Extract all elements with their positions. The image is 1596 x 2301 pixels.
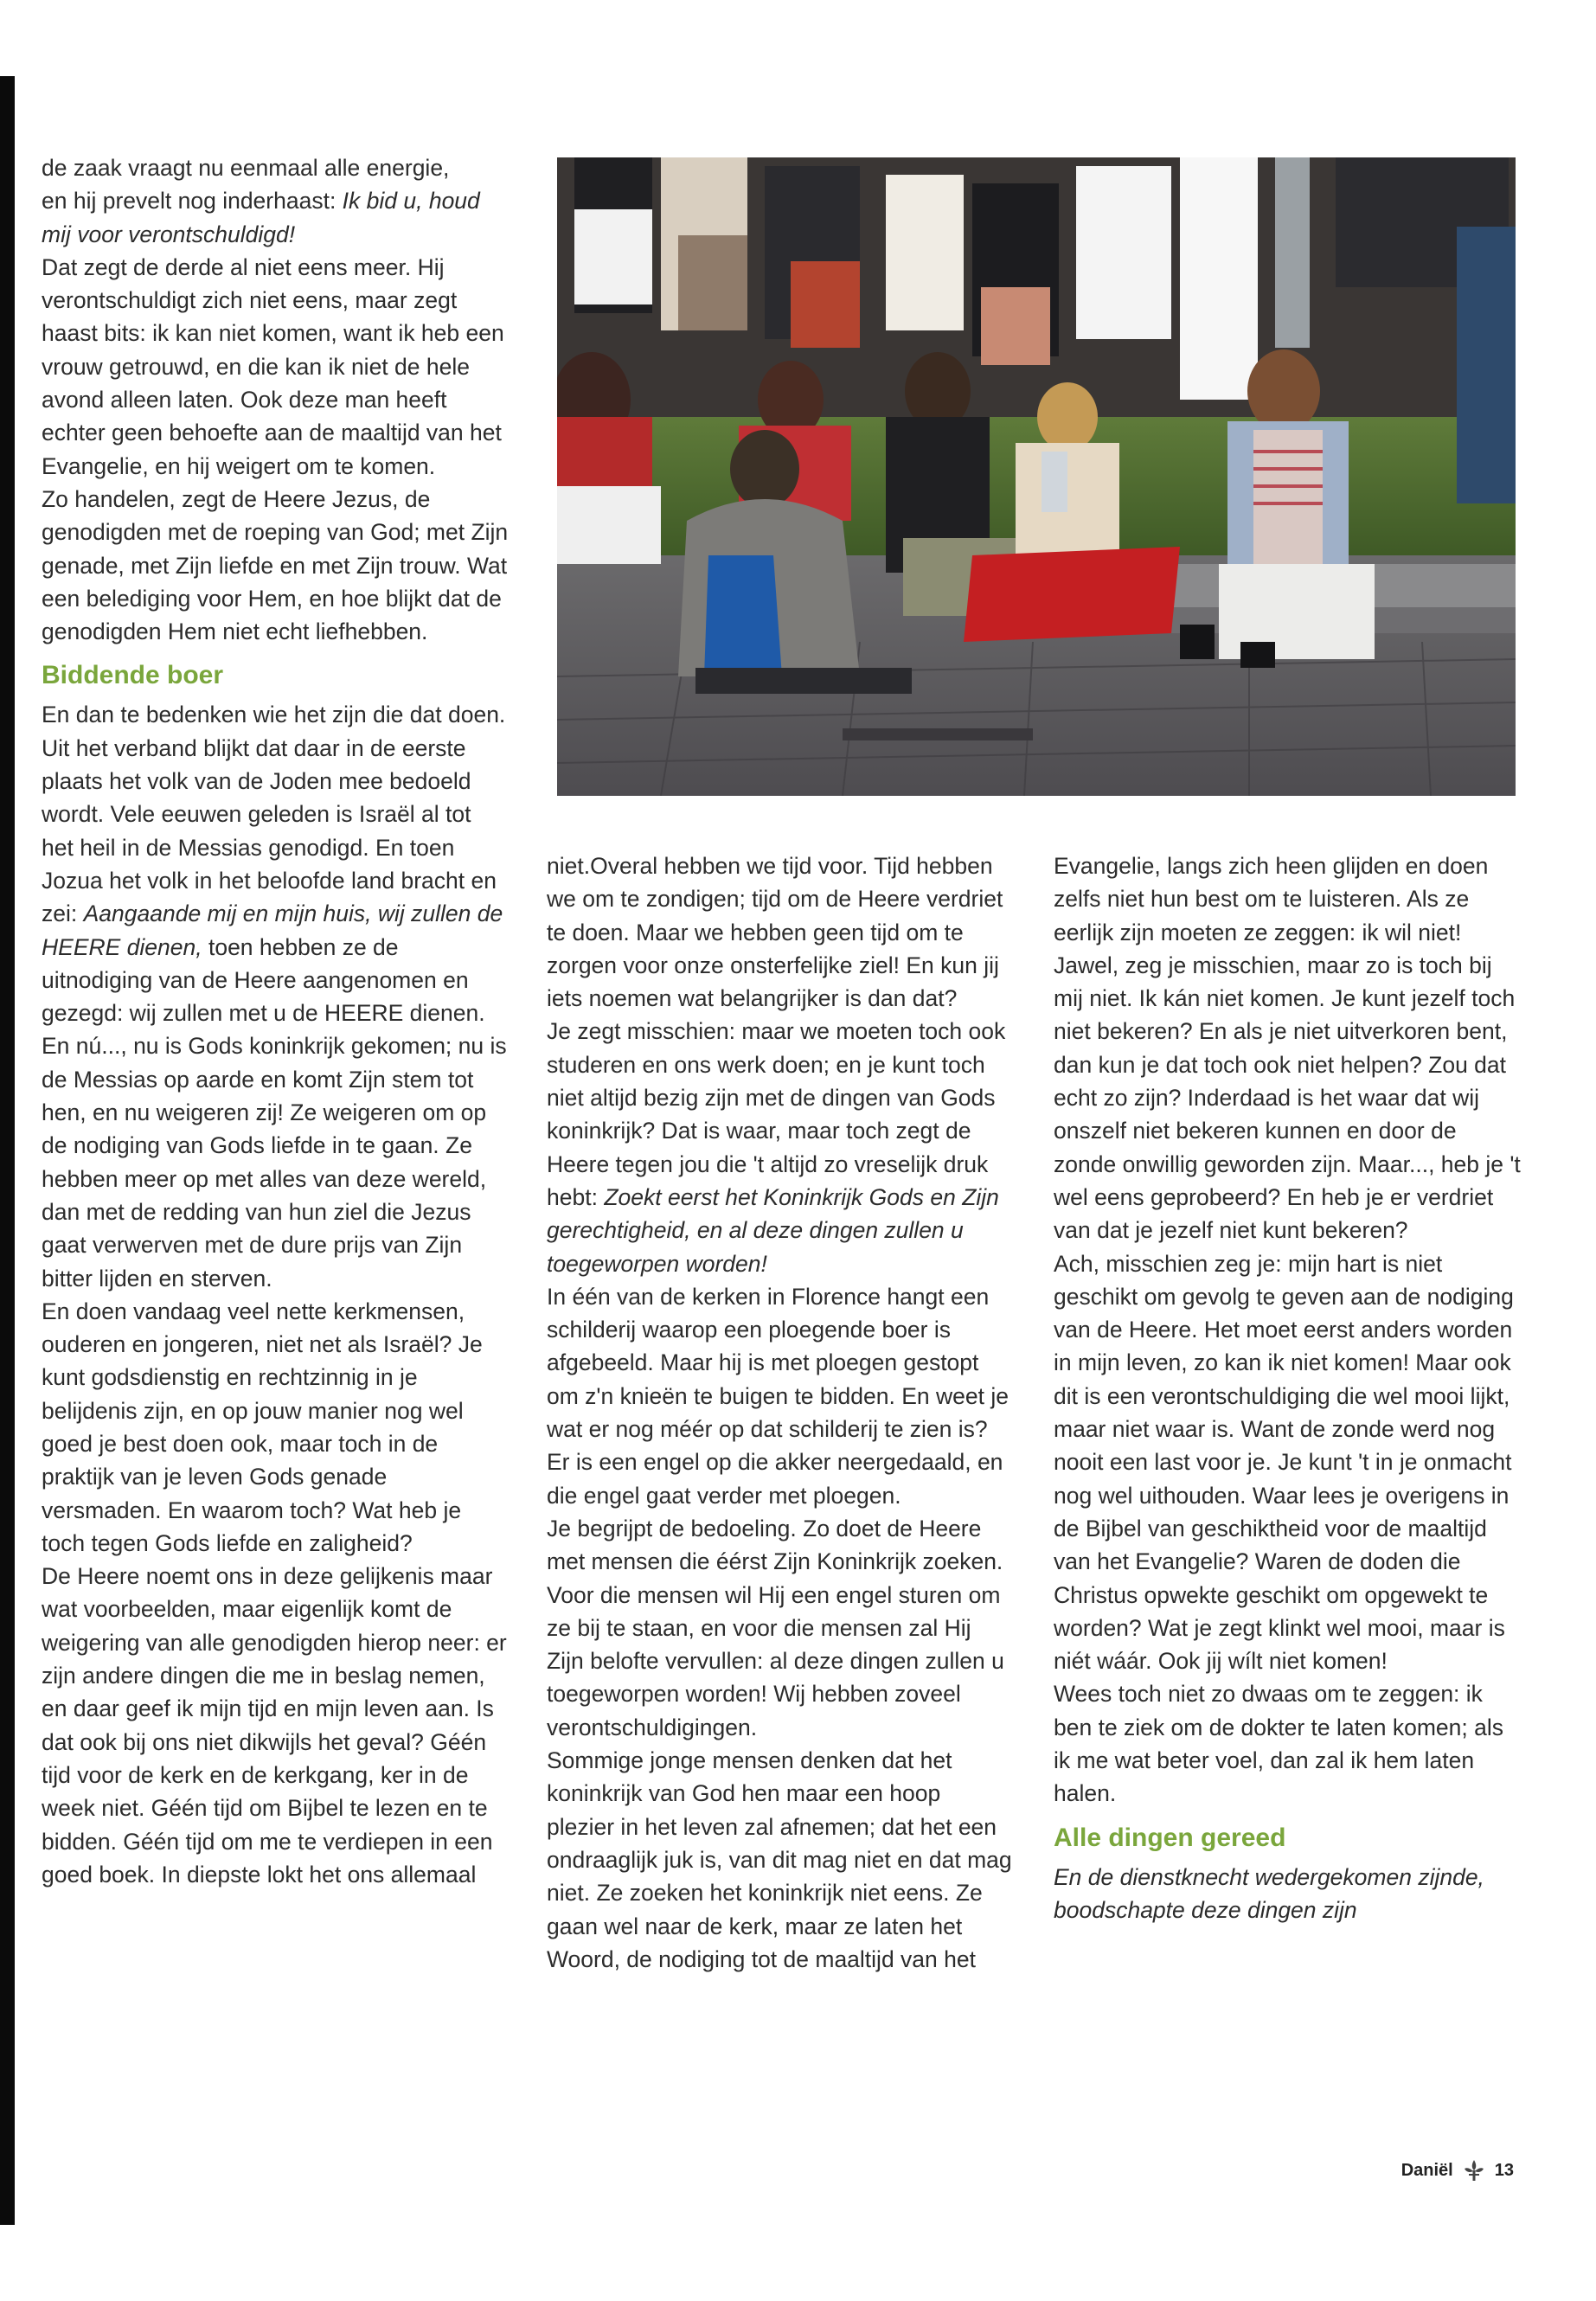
column-2 — [547, 849, 1014, 1976]
group-photo — [557, 157, 1516, 796]
paragraph: Je zegt misschien: maar we moeten toch ook studeren en ons werk doen; en je kunt toch niet altijd bezig zijn met de dingen van Gods koninkrijk? Dat is waar, maar toch zegt de Heere tegen jou die 't altijd zo vreselijk druk hebt: Zoekt eerst het Koninkrijk Gods en Zijn gerechtigheid, en al deze dingen zullen u toegeworpen worden! — [547, 1018, 1006, 1277]
section-heading: Biddende boer — [42, 661, 224, 690]
paragraph: Je begrijpt de bedoeling. Zo doet de Heere met mensen die éérst Zijn Koninkrijk zoeken. Voor die mensen wil Hij een engel sturen om ze bij te staan, en voor die mensen zal Hij Zijn belofte vervullen: al deze dingen zullen u toegeworpen worden! Wij hebben zoveel verontschuldigingen. — [547, 1515, 1004, 1740]
paragraph: In één van de kerken in Florence hangt een schilderij waarop een ploegende boer is afgebeeld. Maar hij is met ploegen gestopt om z'n knieën te buigen te bidden. En weet je wat er nog méér op dat schilderij te zien is? Er is een engel op die akker neergedaald, en die engel gaat verder met ploegen. — [547, 1283, 1009, 1509]
column-3 — [1054, 849, 1521, 1926]
paragraph: De Heere noemt ons in deze gelijkenis maar wat voorbeelden, maar eigenlijk komt de weigering van alle genodigden hierop neer: er zijn andere dingen die me in beslag nemen, en daar geef ik mijn tijd en mijn leven aan. Is dat ook bij ons niet dikwijls het geval? Géén tijd voor de kerk en de kerkgang, ker in de week niet. Géén tijd om Bijbel te lezen en te bidden. Géén tijd om me te verdiepen in een goed boek. In diepste lokt het ons allemaal — [42, 1563, 507, 1888]
page-footer — [1401, 2158, 1514, 2182]
paragraph: En de dienstknecht wedergekomen zijnde, boodschapte deze dingen zijn — [1054, 1863, 1484, 1923]
paragraph: Zo handelen, zegt de Heere Jezus, de genodigden met de roeping van God; met Zijn genade, met Zijn liefde en met Zijn trouw. Wat een belediging voor Hem, en hoe blijkt dat de genodigden Hem niet echt liefhebben. — [42, 485, 509, 645]
paragraph: En dan te bedenken wie het zijn die dat doen. Uit het verband blijkt dat daar in de eerste plaats het volk van de Joden mee bedoeld wordt. Vele eeuwen geleden is Israël al tot het heil in de Messias genodigd. En toen Jozua het volk in het beloofde land bracht en zei: Aangaande mij en mijn huis, wij zullen de HEERE dienen, toen hebben ze de uitnodiging van de Heere aangenomen en gezegd: wij zullen met u de HEERE dienen. En nú..., nu is Gods koninkrijk gekomen; nu is de Messias op aarde en komt Zijn stem tot hen, en nu weigeren zij! Ze weigeren om op de nodiging van Gods liefde in te gaan. Ze hebben meer op met alles van deze wereld, dan met de redding van hun ziel die Jezus gaat verwerven met de dure prijs van Zijn bitter lijden en sterven. — [42, 702, 507, 1292]
paragraph: En doen vandaag veel nette kerkmensen, ouderen en jongeren, niet net als Israël? Je kunt godsdienstig en rechtzinnig in je belijdenis zijn, en op jouw manier nog wel goed je best doen ook, maar toch in de praktijk van je leven Gods genade versmaden. En waarom toch? Wat heb je toch tegen Gods liefde en zaligheid? — [42, 1298, 483, 1556]
paragraph: Ach, misschien zeg je: mijn hart is niet geschikt om gevolg te geven aan de nodiging van de Heere. Het moet eerst anders worden in mijn leven, zo kan ik niet komen! Maar ook dit is een verontschuldiging die wel mooi lijkt, maar niet waar is. Want de zonde werd nog nooit een last voor je. Je kunt 't in je onmacht nog wel uithouden. Waar lees je overigens in de Bijbel van geschiktheid voor de maaltijd van het Evangelie? Waren de doden die Christus opwekte geschikt om opgewekt te worden? Wat je zegt klinkt wel mooi, maar is niét wáár. Ook jij wílt niet komen! — [1054, 1250, 1514, 1675]
paragraph: Wees toch niet zo dwaas om te zeggen: ik ben te ziek om de dokter te laten komen; als ik me wat beter voel, dan zal ik hem laten halen. — [1054, 1681, 1503, 1807]
paragraph: Dat zegt de derde al niet eens meer. Hij verontschuldigt zich niet eens, maar zegt haast bits: ik kan niet komen, want ik heb een vrouw getrouwd, en die kan ik niet de hele avond alleen laten. Ook deze man heeft echter geen behoefte aan de maaltijd van het Evangelie, en hij weigert om te komen. — [42, 253, 504, 479]
page-bottom-margin — [0, 2225, 1596, 2301]
paragraph: niet.Overal hebben we tijd voor. Tijd hebben we om te zondigen; tijd om de Heere verdriet te doen. Maar we hebben geen tijd om te zorgen voor onze onsterfelijke ziel! En kun jij iets noemen wat belangrijker is dan dat? — [547, 853, 1003, 1012]
column-1 — [42, 151, 509, 1891]
page-number: 13 — [1494, 2160, 1514, 2180]
photo-illustration — [557, 157, 1516, 796]
paragraph: Jawel, zeg je misschien, maar zo is toch bij mij niet. Ik kán niet komen. Je kunt jezelf toch niet bekeren? En als je niet uitverkoren bent, dan kun je dat toch ook niet helpen? Zou dat echt zo zijn? Inderdaad is het waar dat wij onszelf niet bekeren kunnen en door de zonde onwillig geworden zijn. Maar..., heb je 't wel eens geprobeerd? En heb je er verdriet van dat je jezelf niet kunt bekeren? — [1054, 952, 1521, 1244]
scan-edge-bar — [0, 76, 15, 2225]
paragraph: Sommige jonge mensen denken dat het koninkrijk van God hen maar een hoop plezier in het leven zal afnemen; dat het een ondraaglijk juk is, van dit mag niet en dat mag niet. Ze zoeken het koninkrijk niet eens. Ze gaan wel naar de kerk, maar ze laten het Woord, de nodiging tot de maaltijd van het — [547, 1747, 1012, 1972]
paragraph: de zaak vraagt nu eenmaal alle energie, en hij prevelt nog inderhaast: Ik bid u, houd mij voor verontschuldigd! — [42, 155, 480, 247]
paragraph: Evangelie, langs zich heen glijden en doen zelfs niet hun best om te luisteren. Als ze eerlijk zijn moeten ze zeggen: ik wil niet! — [1054, 853, 1489, 945]
section-heading: Alle dingen gereed — [1054, 1823, 1286, 1852]
page-top-margin — [0, 0, 1596, 76]
magazine-name: Daniël — [1401, 2160, 1453, 2180]
fleur-de-lis-icon — [1462, 2158, 1486, 2182]
